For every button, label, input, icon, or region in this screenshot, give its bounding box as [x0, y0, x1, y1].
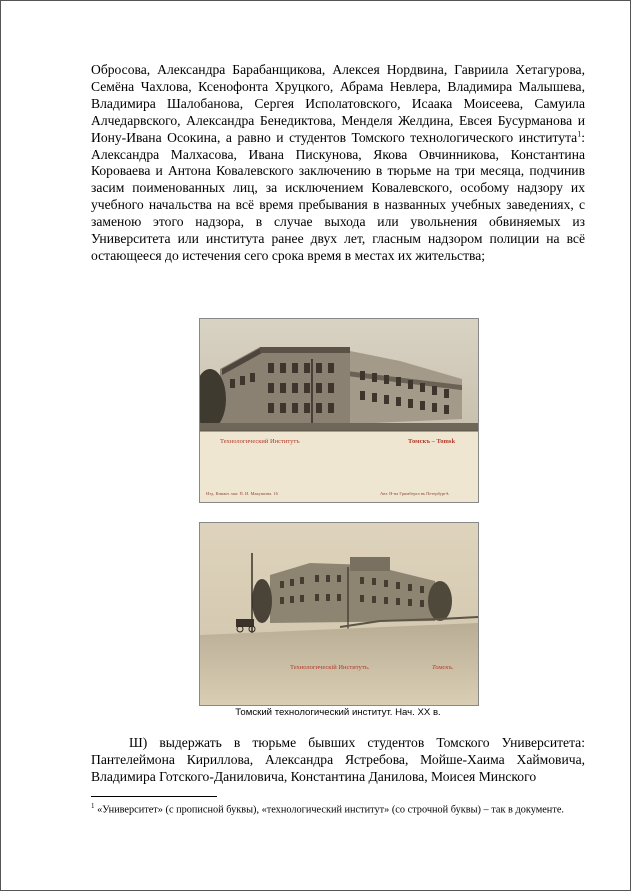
photo-caption: Томский технологический институт. Нач. XX в.	[235, 707, 441, 718]
footnote-text: «Университет» (с прописной буквы), «технологический институт» (со строчной буквы) – так в документе.	[94, 804, 564, 816]
postcard-2-left-label: Технологическій Институтъ.	[290, 664, 370, 671]
postcard-1-image	[200, 319, 478, 502]
postcard-1-publisher-right: Авт. Н-на Гримберга въ Петербургѣ	[380, 491, 449, 496]
body-text-part2: : Александра Малхасова, Ивана Пискунова, Якова Овчинникова, Константина Короваева и Антона Ковалевского заключению в тюрьме на три месяца, подчинив засим поименованных лиц, за исключением Ковалевского, особому надзору их учебного начальства на всё время пребывания в названных учебных заведениях, с заменою этого надзора, в случае выхода или увольнения обвиняемых из Университета или института ранее двух лет, гласным надзором полиции на всё остающееся до истечения сего срока время в местах их жительства;	[91, 129, 585, 263]
postcard-1-left-label: Технологический Институтъ	[220, 438, 300, 445]
postcard-1-right-label: Томскъ – Tomsk	[408, 438, 456, 445]
paragraph-2-text: Ш) выдержать в тюрьме бывших студентов Томского Университета: Пантелеймона Кириллова, Александра Ястребова, Мойше-Хаима Хаймовича, Владимира Готского-Даниловича, Константина Данилова, Моисея Минского	[91, 735, 585, 784]
postcard-1-publisher-left: Изд. Книжн. маг. П. И. Макушина. 16	[206, 491, 278, 496]
postcard-photo-2	[199, 522, 479, 706]
postcard-photo-1	[199, 318, 479, 503]
postcard-2-right-label: Томскъ.	[432, 664, 454, 671]
footnote-reference[interactable]: 1	[577, 129, 582, 139]
footnote	[91, 800, 585, 817]
footnote-separator	[91, 796, 217, 797]
main-paragraph	[91, 62, 585, 265]
paragraph-2	[91, 735, 585, 786]
footnote-number: 1	[91, 802, 95, 810]
body-text-part1: Обросова, Александра Барабанщикова, Алексея Нордвина, Гавриила Хетагурова, Семёна Чахлова, Ксенофонта Хруцкого, Абрама Невлера, Владимира Малышева, Владимира Шалобанова, Сергея Исполатовского, Исаака Моисеева, Самуила Алчедарвского, Александра Бенедиктова, Менделя Желдина, Евсея Бусурманова и Иону-Ивана Осокина, а равно и студентов Томского технологического института	[91, 62, 585, 145]
postcard-2-image	[200, 523, 478, 705]
